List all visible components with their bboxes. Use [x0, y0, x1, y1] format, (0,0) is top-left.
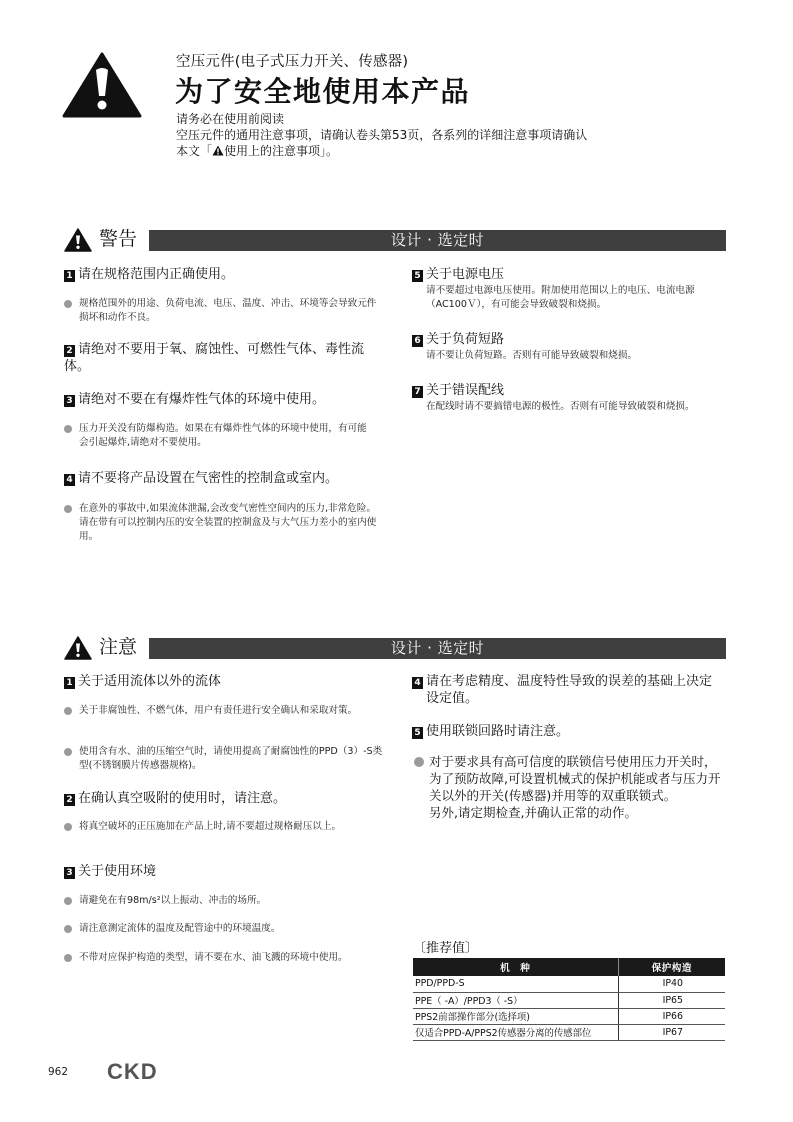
section-bar-title: 设计 · 选定时	[149, 230, 726, 251]
number-badge: 5	[412, 270, 423, 282]
number-badge: 4	[64, 474, 75, 486]
read-first-notice: 请务必在使用前阅读	[176, 112, 285, 126]
bullet-icon	[64, 823, 72, 831]
caution-item-5-bullet: 对于要求具有高可信度的联锁信号使用压力开关时，为了预防故障,可设置机械式的保护机能或者与压力开关以外的开关(传感器)并用等的双重联锁式。 另外,请定期检查,并确认正常的动作。	[414, 753, 726, 821]
bullet-icon	[64, 748, 72, 756]
header-note-line1: 空压元件的通用注意事项，请确认卷头第53页，各系列的详细注意事项请确认	[176, 128, 588, 142]
warning-item-1-title: 1 请在规格范围内正确使用。	[64, 266, 234, 283]
caution-item-2-title: 2 在确认真空吸附的使用时，请注意。	[64, 790, 286, 807]
table-row	[413, 976, 725, 992]
warning-item-5-text: 请不要超过电源电压使用。附加使用范围以上的电压、电流电源（AC100Ｖ），有可能会导致破裂和烧损。	[426, 285, 695, 310]
warning-item-7-title: 7 关于错误配线	[412, 382, 504, 399]
caution-item-3-bullet-1: 请避免在有98m/s²以上振动、冲击的场所。	[64, 894, 380, 908]
caution-icon	[64, 636, 92, 660]
number-badge: 2	[64, 345, 75, 357]
warning-item-2-title: 2 请绝对不要用于氧、腐蚀性、可燃性气体、毒性流体。	[64, 342, 365, 374]
caution-item-3-bullet-2: 请注意测定流体的温度及配管途中的环境温度。	[64, 922, 380, 936]
number-badge: 1	[64, 677, 75, 689]
header-note	[176, 127, 646, 159]
cell-protection: IP40	[618, 976, 725, 992]
warning-icon	[64, 228, 92, 252]
protection-rating-table	[413, 958, 725, 1041]
warning-item-1-bullet: 规格范围外的用途、负荷电流、电压、温度、冲击、环境等会导致元件损坏和动作不良。	[64, 297, 380, 325]
cell-model: PPE（ -A）/PPD3（ -S）	[413, 992, 618, 1008]
number-badge: 5	[412, 727, 423, 739]
warning-item-3-bullet: 压力开关没有防爆构造。如果在有爆炸性气体的环境中使用，有可能会引起爆炸,请绝对不要使用。	[64, 422, 376, 450]
section-bar-title: 设计 · 选定时	[149, 638, 726, 659]
number-badge: 3	[64, 395, 75, 407]
ckd-logo: CKD	[107, 1059, 158, 1084]
caution-item-5-title: 5 使用联锁回路时请注意。	[412, 723, 569, 740]
caution-section-header	[64, 634, 726, 660]
small-warning-icon	[212, 145, 224, 156]
number-badge: 1	[64, 270, 75, 282]
number-badge: 2	[64, 794, 75, 806]
warning-item-6-title: 6 关于负荷短路	[412, 331, 504, 348]
caution-item-3-title: 3 关于使用环境	[64, 863, 156, 880]
table-row	[413, 992, 725, 1008]
table-row	[413, 1008, 725, 1024]
caution-item-4-title: 4 请在考虑精度、温度特性导致的误差的基础上决定设定值。	[412, 673, 722, 707]
header-note-line2: 本文「 使用上的注意事项」。	[176, 144, 339, 158]
cell-protection: IP66	[618, 1008, 725, 1024]
page-number: 962	[48, 1066, 69, 1078]
caution-item-3-bullet-3: 不带对应保护构造的类型，请不要在水、油飞溅的环境中使用。	[64, 951, 380, 965]
bullet-icon	[414, 757, 424, 767]
warning-item-4-bullet: 在意外的事故中,如果流体泄漏,会改变气密性空间内的压力,非常危险。请在带有可以控制内压的安全装置的控制盒及与大气压力差小的室内使用。	[64, 502, 380, 544]
header-subtitle: 空压元件(电子式压力开关、传感器)	[176, 54, 409, 70]
caution-item-1-bullet-1: 关于非腐蚀性、不燃气体，用户有责任进行安全确认和采取对策。	[64, 704, 380, 718]
cell-model: PPS2前部操作部分(选择项)	[413, 1008, 618, 1024]
cell-model: PPD/PPD-S	[413, 976, 618, 992]
warning-label: 警告	[99, 228, 138, 250]
cell-model: 仅适合PPD-A/PPS2传感器分离的传感部位	[413, 1024, 618, 1040]
warning-item-3-title: 3 请绝对不要在有爆炸性气体的环境中使用。	[64, 391, 325, 408]
number-badge: 7	[412, 386, 423, 398]
cell-protection: IP67	[618, 1024, 725, 1040]
warning-triangle-icon	[62, 52, 142, 118]
recommended-label: 〔推荐值〕	[413, 941, 479, 956]
column-header-protection: 保护构造	[618, 958, 725, 976]
bullet-icon	[64, 505, 72, 513]
warning-item-6-text: 请不要让负荷短路。否则有可能导致破裂和烧损。	[426, 350, 638, 361]
warning-item-4-title: 4 请不要将产品设置在气密性的控制盒或室内。	[64, 470, 338, 487]
bullet-icon	[64, 707, 72, 715]
bullet-icon	[64, 425, 72, 433]
bullet-icon	[64, 300, 72, 308]
bullet-icon	[64, 925, 72, 933]
bullet-icon	[64, 897, 72, 905]
page-title: 为了安全地使用本产品	[175, 75, 471, 108]
warning-section-header	[64, 226, 726, 252]
number-badge: 6	[412, 335, 423, 347]
number-badge: 4	[412, 677, 423, 689]
caution-item-2-bullet: 将真空破坏的正压施加在产品上时,请不要超过规格耐压以上。	[64, 820, 380, 834]
warning-item-5-title: 5 关于电源电压	[412, 266, 504, 283]
warning-item-7-text: 在配线时请不要搞错电源的极性。否则有可能导致破裂和烧损。	[426, 401, 695, 412]
table-row	[413, 1024, 725, 1040]
caution-item-1-title: 1 关于适用流体以外的流体	[64, 673, 221, 690]
table-header-row	[413, 958, 725, 976]
caution-label: 注意	[99, 636, 138, 658]
caution-item-1-bullet-2: 使用含有水、油的压缩空气时，请使用提高了耐腐蚀性的PPD（3）-S类型(不锈钢膜片传感器规格)。	[64, 745, 384, 773]
bullet-icon	[64, 954, 72, 962]
column-header-model: 机 种	[413, 958, 618, 976]
cell-protection: IP65	[618, 992, 725, 1008]
number-badge: 3	[64, 867, 75, 879]
